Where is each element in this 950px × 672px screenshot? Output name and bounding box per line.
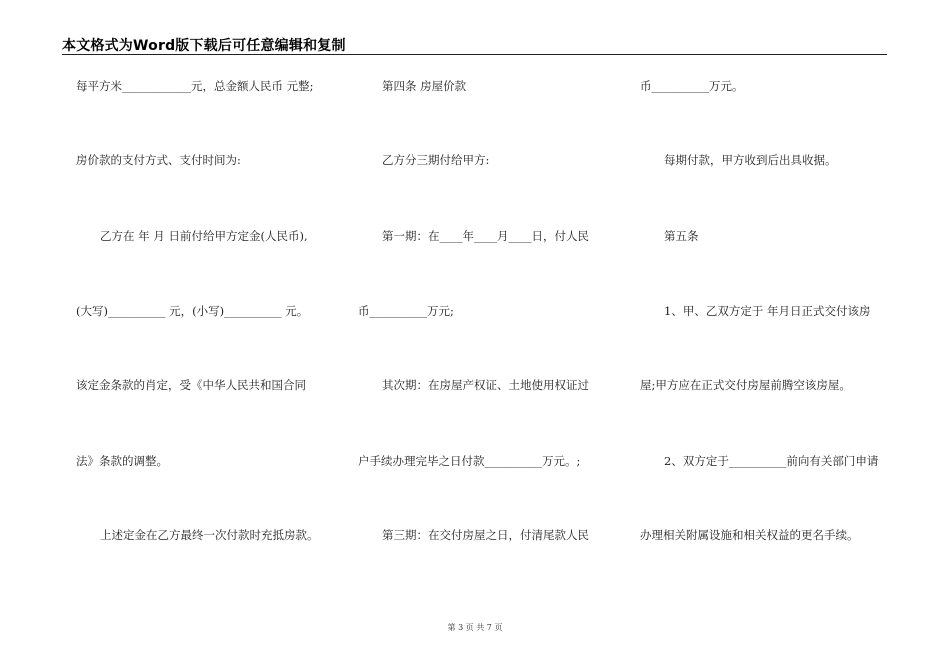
text-line: 上述定金在乙方最终一次付款时充抵房款。: [100, 528, 319, 542]
text-line: 房价款的支付方式、支付时间为:: [76, 153, 241, 167]
text-line: 第五条: [664, 229, 699, 243]
text-line: 第三期：在交付房屋之日，付清尾款人民: [382, 528, 589, 542]
text-line: 其次期：在房屋产权证、土地使用权证过: [382, 378, 589, 392]
text-line: 屋;甲方应在正式交付房屋前腾空该房屋。: [640, 378, 851, 392]
text-line: 乙方在 年 月 日前付给甲方定金(人民币),: [100, 229, 308, 243]
text-line: 2、双方定于__________前向有关部门申请: [664, 454, 879, 468]
text-line: 币__________万元。: [640, 79, 744, 93]
text-line: 乙方分三期付给甲方:: [382, 153, 490, 167]
text-line: 1、甲、乙双方定于 年月日正式交付该房: [664, 304, 871, 318]
text-column-2: [358, 0, 618, 672]
text-line: 户手续办理完毕之日付款__________万元。;: [358, 454, 581, 468]
page-number: 第 3 页 共 7 页: [447, 623, 503, 632]
text-line: (大写)__________ 元，(小写)__________ 元。: [76, 304, 309, 318]
text-line: 第四条 房屋价款: [382, 79, 467, 93]
text-line: 办理相关附属设施和相关权益的更名手续。: [640, 528, 859, 542]
text-line: 每平方米____________元，总金额人民币 元整;: [76, 79, 314, 93]
text-line: 法》条款的调整。: [76, 454, 168, 468]
text-line: 每期付款，甲方收到后出具收据。: [664, 153, 837, 167]
text-line: 该定金条款的肖定，受《中华人民共和国合同: [76, 378, 306, 392]
text-line: 第一期：在____年____月____日，付人民: [382, 229, 589, 243]
text-column-3: [640, 0, 900, 672]
text-line: 币__________万元;: [358, 304, 454, 318]
header-title: 本文格式为Word版下载后可任意编辑和复制: [62, 38, 346, 54]
text-column-1: [76, 0, 336, 672]
